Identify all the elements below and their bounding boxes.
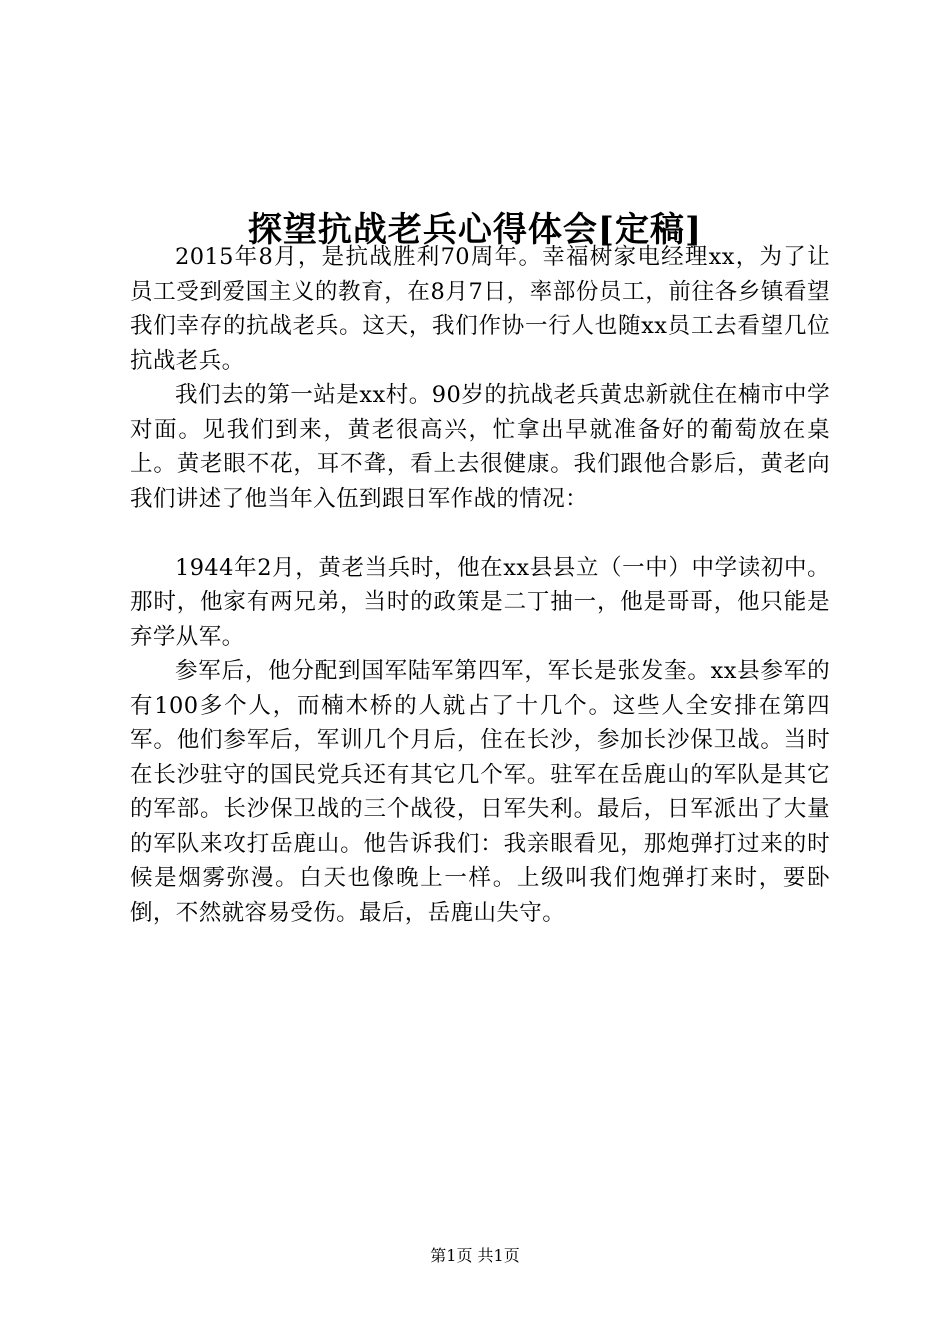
document-body — [130, 240, 830, 930]
paragraph-1: 2015年8月，是抗战胜利70周年。幸福树家电经理xx，为了让员工受到爱国主义的教育，在8月7日，率部份员工，前往各乡镇看望我们幸存的抗战老兵。这天，我们作协一行人也随xx员工去看望几位抗战老兵。 — [130, 244, 830, 374]
document-title: 探望抗战老兵心得体会[定稿] — [247, 209, 703, 250]
paragraph-2: 我们去的第一站是xx村。90岁的抗战老兵黄忠新就住在楠市中学对面。见我们到来，黄老很高兴，忙拿出早就准备好的葡萄放在桌上。黄老眼不花，耳不聋，看上去很健康。我们跟他合影后，黄老向我们讲述了他当年入伍到跟日军作战的情况： — [130, 382, 830, 512]
page-footer: 第1页 共1页 — [430, 1246, 520, 1265]
paragraph-4: 参军后，他分配到国军陆军第四军，军长是张发奎。xx县参军的有100多个人，而楠木桥的人就占了十几个。这些人全安排在第四军。他们参军后，军训几个月后，住在长沙，参加长沙保卫战。当时在长沙驻守的国民党兵还有其它几个军。驻军在岳鹿山的军队是其它的军部。长沙保卫战的三个战役，日军失利。最后，日军派出了大量的军队来攻打岳鹿山。他告诉我们：我亲眼看见，那炮弹打过来的时候是烟雾弥漫。白天也像晚上一样。上级叫我们炮弹打来时，要卧倒，不然就容易受伤。最后，岳鹿山失守。 — [130, 658, 830, 926]
paragraph-3: 1944年2月，黄老当兵时，他在xx县县立（一中）中学读初中。那时，他家有两兄弟，当时的政策是二丁抽一，他是哥哥，他只能是弃学从军。 — [130, 554, 830, 650]
